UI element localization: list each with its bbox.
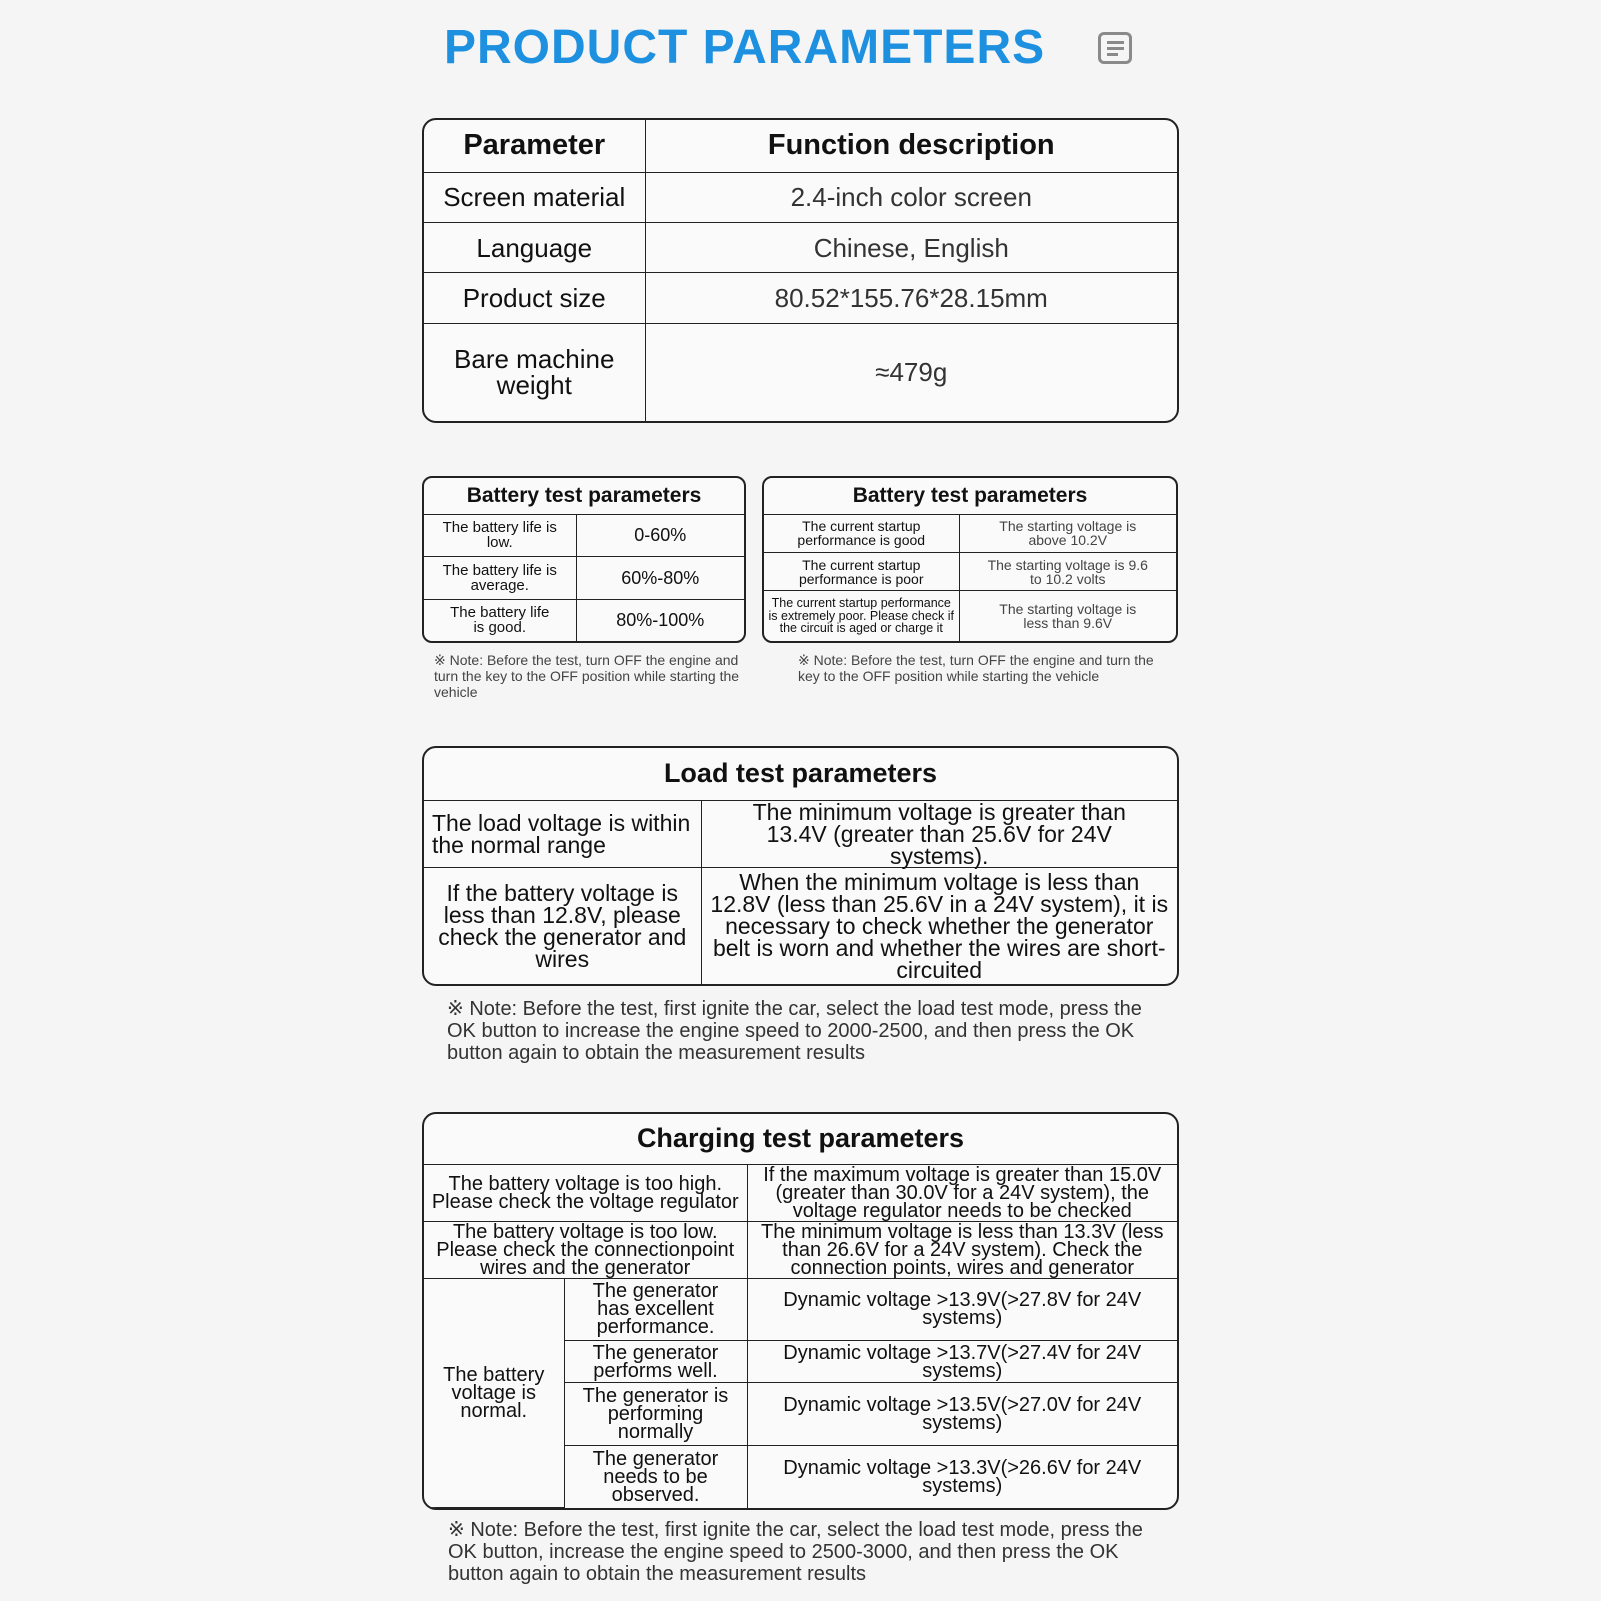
table-cell: The minimum voltage is less than 13.3V (less than 26.6V for a 24V system). Check the connection points, wires and generator bbox=[747, 1221, 1177, 1278]
table-cell: The load voltage is within the normal range bbox=[424, 800, 701, 867]
table-cell: Dynamic voltage >13.7V(>27.4V for 24V systems) bbox=[747, 1341, 1177, 1383]
charging-test-note: ※ Note: Before the test, first ignite the car, select the load test mode, press the OK button, increase the engine speed to 2500-3000, and then press the OK button again to obtain the measurement results bbox=[448, 1519, 1143, 1585]
product-parameters-table bbox=[422, 118, 1179, 423]
table-cell: The battery voltage is too high. Please check the voltage regulator bbox=[424, 1164, 747, 1221]
table-cell: The generator is performing normally bbox=[564, 1383, 747, 1446]
menu-icon[interactable] bbox=[1098, 32, 1132, 64]
table-cell: Chinese, English bbox=[645, 222, 1177, 272]
table-cell: The current startup performance is good bbox=[764, 514, 959, 552]
battery-life-note: ※ Note: Before the test, turn OFF the engine and turn the key to the OFF position while starting the vehicle bbox=[434, 652, 740, 700]
column-header-function-description: Function description bbox=[645, 120, 1177, 172]
charging-test-table bbox=[422, 1112, 1179, 1510]
table-cell: The battery life is low. bbox=[424, 514, 576, 557]
table-cell: 2.4-inch color screen bbox=[645, 172, 1177, 222]
table-cell: The battery voltage is too low. Please check the connectionpoint wires and the generator bbox=[424, 1221, 747, 1278]
table-title: Battery test parameters bbox=[424, 478, 744, 514]
table-cell: 80%-100% bbox=[576, 599, 744, 641]
table-cell: The current startup performance is extremely poor. Please check if the circuit is aged or charge it bbox=[764, 591, 959, 641]
table-cell: 0-60% bbox=[576, 514, 744, 557]
table-cell: Dynamic voltage >13.5V(>27.0V for 24V systems) bbox=[747, 1383, 1177, 1446]
table-cell: Bare machine weight bbox=[424, 323, 645, 421]
table-cell: 60%-80% bbox=[576, 557, 744, 600]
table-cell: The starting voltage is above 10.2V bbox=[959, 514, 1176, 552]
table-cell: The current startup performance is poor bbox=[764, 552, 959, 590]
table-cell: The generator needs to be observed. bbox=[564, 1445, 747, 1507]
table-title: Load test parameters bbox=[424, 748, 1177, 800]
table-cell: The starting voltage is 9.6 to 10.2 volts bbox=[959, 552, 1176, 590]
page-title: PRODUCT PARAMETERS bbox=[444, 21, 1046, 74]
battery-start-note: ※ Note: Before the test, turn OFF the engine and turn the key to the OFF position while starting the vehicle bbox=[798, 652, 1154, 684]
table-cell: Dynamic voltage >13.3V(>26.6V for 24V systems) bbox=[747, 1445, 1177, 1507]
table-cell: The battery life is average. bbox=[424, 557, 576, 600]
table-cell: The generator performs well. bbox=[564, 1341, 747, 1383]
table-title: Battery test parameters bbox=[764, 478, 1176, 514]
table-title: Charging test parameters bbox=[424, 1114, 1177, 1164]
table-cell: If the battery voltage is less than 12.8V, please check the generator and wires bbox=[424, 867, 701, 984]
table-cell: Screen material bbox=[424, 172, 645, 222]
table-cell: Language bbox=[424, 222, 645, 272]
table-cell: Product size bbox=[424, 273, 645, 323]
table-cell: 80.52*155.76*28.15mm bbox=[645, 273, 1177, 323]
table-cell: The generator has excellent performance. bbox=[564, 1278, 747, 1341]
table-cell: The battery voltage is normal. bbox=[424, 1278, 564, 1508]
table-cell: Dynamic voltage >13.9V(>27.8V for 24V systems) bbox=[747, 1278, 1177, 1341]
battery-start-table bbox=[762, 476, 1178, 643]
column-header-parameter: Parameter bbox=[424, 120, 645, 172]
table-cell: The starting voltage is less than 9.6V bbox=[959, 591, 1176, 641]
battery-life-table bbox=[422, 476, 746, 643]
load-test-table bbox=[422, 746, 1179, 986]
table-cell: ≈479g bbox=[645, 323, 1177, 421]
table-cell: If the maximum voltage is greater than 15.0V (greater than 30.0V for a 24V system), the voltage regulator needs to be checked bbox=[747, 1164, 1177, 1221]
table-cell: The minimum voltage is greater than 13.4V (greater than 25.6V for 24V systems). bbox=[701, 800, 1177, 867]
table-cell: When the minimum voltage is less than 12.8V (less than 25.6V in a 24V system), it is necessary to check whether the generator belt is worn and whether the wires are short-circuited bbox=[701, 867, 1177, 984]
table-cell: The battery life is good. bbox=[424, 599, 576, 641]
load-test-note: ※ Note: Before the test, first ignite the car, select the load test mode, press the OK button to increase the engine speed to 2000-2500, and then press the OK button again to obtain the measurement results bbox=[447, 998, 1142, 1064]
